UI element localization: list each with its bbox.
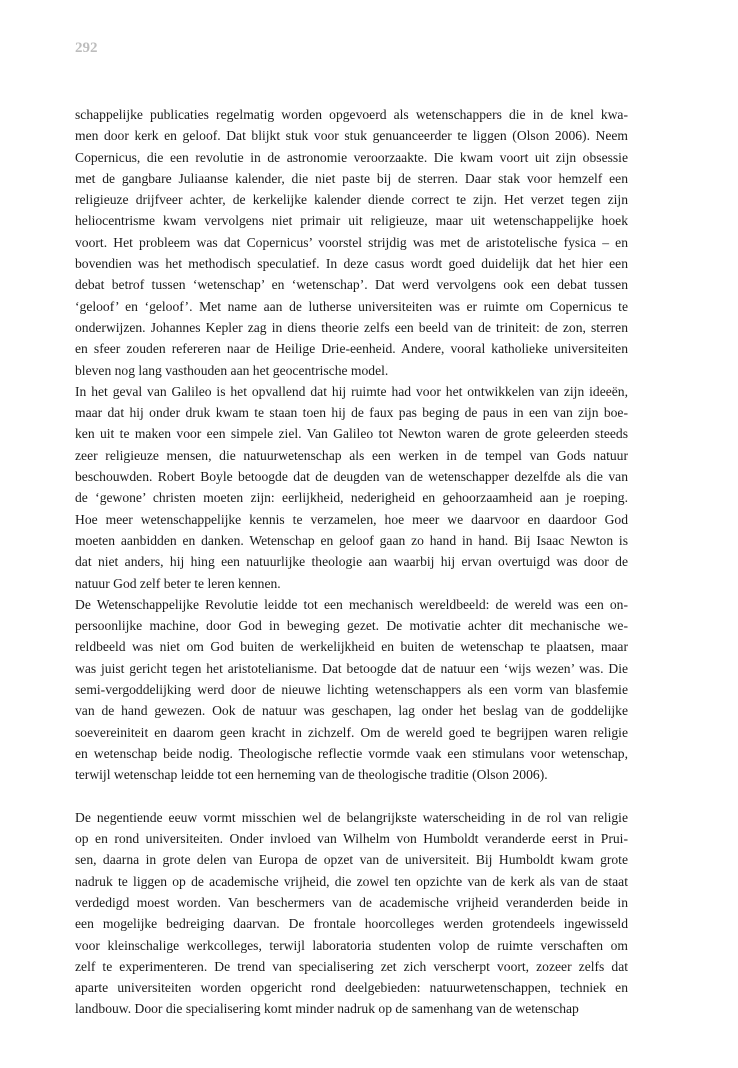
paragraph-nineteenth-century xyxy=(75,807,628,1020)
text-line: beschouwden. Robert Boyle betoogde dat de deugden van de wetenschapper dezelfde als die van xyxy=(75,469,628,485)
text-line: De Wetenschappelijke Revolutie leidde tot een mechanisch wereldbeeld: de wereld was een on- xyxy=(75,596,628,612)
text-line: Hoe meer wetenschappelijke kennis te verzamelen, hoe meer we daarvoor en daardoor God xyxy=(75,511,628,527)
paragraph-scientific-revolution xyxy=(75,594,628,786)
text-line: de ‘gewone’ christen moeten zijn: eerlijkheid, nederigheid en gehoorzaamheid aan je roeping. xyxy=(75,490,628,506)
text-line: landbouw. Door die specialisering komt minder nadruk op de samenhang van de wetenschap xyxy=(75,1001,579,1017)
text-line: schappelijke publicaties regelmatig worden opgevoerd als wetenschappers die in de knel kwa- xyxy=(75,107,628,122)
text-line: voor kleinschalige werkcolleges, terwijl laboratoria studenten volop de ruimte verschaften om xyxy=(75,937,628,953)
text-line: voort. Het probleem was dat Copernicus’ voorstel strijdig was met de aristotelische fysica – en xyxy=(75,234,628,250)
text-line: aparte universiteiten worden opgericht rond deelgebieden: natuurwetenschappen, techniek en xyxy=(75,980,628,996)
text-line: bovendien was het methodisch speculatief. In deze casus wordt goed duidelijk dat het hier een xyxy=(75,256,628,272)
paragraph-galileo-newton xyxy=(75,381,628,594)
text-line: van de hand gewezen. Ook de natuur was geschapen, lag onder het beslag van de goddelijke xyxy=(75,703,628,719)
text-line: soevereiniteit en daarom geen kracht in zichzelf. Om de wereld goed te begrijpen waren religie xyxy=(75,724,628,740)
text-line: maar dat hij onder druk kwam te staan toen hij de faux pas beging de paus in een van zijn boe- xyxy=(75,405,628,421)
text-line: ‘geloof’ en ‘geloof’. Met name aan de lutherse universiteiten was er ruimte om Copernicus te xyxy=(75,298,628,314)
text-line: verdedigd moest worden. Van beschermers van de academische vrijheid veranderden beide in xyxy=(75,894,628,910)
text-line: zelf te experimenteren. De trend van specialisering zet zich verscherpt voort, zozeer zelfs dat xyxy=(75,958,628,974)
text-line: en sfeer zouden refereren naar de Heilige Drie-eenheid. Andere, vooral katholieke universiteiten xyxy=(75,341,628,357)
paragraph-spacer xyxy=(75,786,628,807)
text-line: met de gangbare Juliaanse kalender, die niet paste bij de sterren. Daar stak voor hemzelf een xyxy=(75,170,628,186)
text-line: onderwijzen. Johannes Kepler zag in diens theorie zelfs een beeld van de triniteit: de zon, sterren xyxy=(75,319,628,335)
text-line: terwijl wetenschap leidde tot een herneming van de theologische traditie (Olson 2006). xyxy=(75,767,548,783)
text-line: moeten aanbidden en danken. Wetenschap en geloof gaan zo hand in hand. Bij Isaac Newton is xyxy=(75,532,628,548)
text-line: sen, daarna in grote delen van Europa de opzet van de universiteit. Bij Humboldt kwam grote xyxy=(75,852,628,868)
text-line: zeer religieuze mensen, die natuurwetenschap als een werken in de tempel van Gods natuur xyxy=(75,447,628,463)
text-line: en wetenschap beide nodig. Theologische reflectie vormde vaak een stimulans voor wetenschap, xyxy=(75,745,628,761)
text-line: reldbeeld was niet om God buiten de werkelijkheid en buiten de wetenschap te plaatsen, maar xyxy=(75,639,628,655)
text-line: dat niet anders, hij hing een natuurlijke theologie aan waarbij hij ervan overtuigd was door de xyxy=(75,554,628,570)
page-number: 292 xyxy=(75,40,98,56)
text-line: semi-vergoddelijking werd door de nieuwe lichting wetenschappers als een vorm van blasfemie xyxy=(75,682,628,698)
text-line: natuur God zelf beter te leren kennen. xyxy=(75,575,281,591)
body-text xyxy=(75,104,628,1020)
text-line: persoonlijke machine, door God in beweging gezet. De motivatie achter dit mechanische we- xyxy=(75,618,628,634)
text-line: een mogelijke bedreiging daarvan. De frontale hoorcolleges werden grotendeels ingewisseld xyxy=(75,916,628,932)
text-line: op en rond universiteiten. Onder invloed van Wilhelm von Humboldt veranderde eerst in Prui- xyxy=(75,831,628,847)
text-line: religieuze drijfveer achter, de kerkelijke kalender diende correct te zijn. Het verzet tegen zijn xyxy=(75,192,628,208)
paragraph-copernicus xyxy=(75,104,628,381)
text-line: De negentiende eeuw vormt misschien wel de belangrijkste waterscheiding in de rol van religie xyxy=(75,809,628,825)
text-line: heliocentrisme kwam vervolgens niet primair uit religieuze, maar uit wetenschappelijke hoek xyxy=(75,213,628,229)
text-line: men door kerk en geloof. Dat blijkt stuk voor stuk genuanceerder te liggen (Olson 2006). Neem xyxy=(75,128,628,144)
text-line: bleven nog lang vasthouden aan het geocentrische model. xyxy=(75,362,389,378)
text-line: was juist gericht tegen het aristotelianisme. Dat betoogde dat de natuur een ‘wijs wezen’ was. Die xyxy=(75,660,628,676)
text-line: Copernicus, die een revolutie in de astronomie veroorzaakte. Die kwam voort uit zijn obsessie xyxy=(75,149,628,165)
text-line: In het geval van Galileo is het opvallend dat hij ruimte had voor het ontwikkelen van zijn ideeën, xyxy=(75,383,628,399)
text-line: nadruk te liggen op de academische vrijheid, die zowel ten opzichte van de kerk als van de staat xyxy=(75,873,628,889)
text-line: debat betrof tussen ‘wetenschap’ en ‘wetenschap’. Dat werd vervolgens ook een debat tussen xyxy=(75,277,628,293)
text-line: ken uit te maken voor een simpele ziel. Van Galileo tot Newton waren de grote geleerden steeds xyxy=(75,426,628,442)
